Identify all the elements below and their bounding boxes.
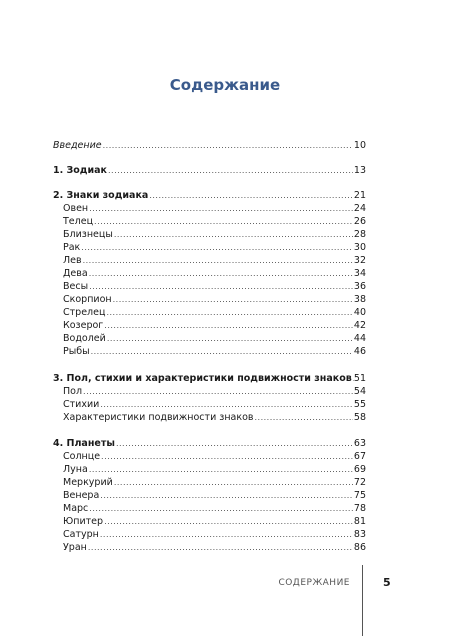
- toc-entry-page: 58: [353, 412, 366, 423]
- dot-leader: [89, 267, 353, 280]
- toc-chapter-4[interactable]: [53, 437, 366, 450]
- toc-entry[interactable]: [53, 463, 366, 476]
- toc-entry-page: 44: [353, 333, 366, 344]
- toc-entry-label: Рыбы: [63, 346, 90, 357]
- toc-chapter-3[interactable]: [53, 372, 366, 385]
- toc-entry[interactable]: [53, 280, 366, 293]
- dot-leader: [89, 202, 353, 215]
- dot-leader: [89, 502, 353, 515]
- toc-chapter-page: 13: [353, 165, 366, 176]
- toc-entry-page: 32: [353, 255, 366, 266]
- toc-entry-label: Скорпион: [63, 294, 112, 305]
- toc-entry-page: 54: [353, 386, 366, 397]
- dot-leader: [107, 332, 353, 345]
- toc-chapter-label: 2. Знаки зодиака: [53, 190, 149, 201]
- toc-entry-label: Стрелец: [63, 307, 106, 318]
- toc-chapter-page: 21: [353, 190, 366, 201]
- toc-entry[interactable]: [53, 319, 366, 332]
- toc-entry-page: 36: [353, 281, 366, 292]
- dot-leader: [89, 280, 353, 293]
- dot-leader: [255, 411, 353, 424]
- dot-leader: [149, 189, 353, 202]
- toc-entry[interactable]: [53, 306, 366, 319]
- dot-leader: [114, 228, 353, 241]
- dot-leader: [81, 241, 353, 254]
- toc-chapter-label: 1. Зодиак: [53, 165, 107, 176]
- toc-entry-label: Овен: [63, 203, 89, 214]
- toc-entry-page: 83: [353, 529, 366, 540]
- toc-entry[interactable]: [53, 476, 366, 489]
- toc-entry-page: 81: [353, 516, 366, 527]
- toc-entry-label: Водолей: [63, 333, 106, 344]
- toc-entry-label: Козерог: [63, 320, 104, 331]
- toc-entry-page: 67: [353, 451, 366, 462]
- dot-leader: [89, 463, 353, 476]
- dot-leader: [100, 528, 353, 541]
- toc-chapter-page: 51: [353, 373, 366, 384]
- toc-chapter-1[interactable]: [53, 164, 366, 177]
- toc-entry-label: Меркурий: [63, 477, 113, 488]
- toc-entry-label: Венера: [63, 490, 100, 501]
- toc-chapter-2[interactable]: [53, 189, 366, 202]
- toc-entry-label: Сатурн: [63, 529, 99, 540]
- toc-entry-label: Характеристики подвижности знаков: [63, 412, 254, 423]
- toc-chapter-page: 63: [353, 438, 366, 449]
- toc-entry[interactable]: [53, 411, 366, 424]
- dot-leader: [101, 450, 353, 463]
- dot-leader: [91, 345, 353, 358]
- toc-entry[interactable]: [53, 345, 366, 358]
- running-footer-section: СОДЕРЖАНИЕ: [278, 578, 350, 588]
- toc-entry[interactable]: [53, 450, 366, 463]
- toc-entry[interactable]: [53, 528, 366, 541]
- toc-chapter-label: 3. Пол, стихии и характеристики подвижности знаков: [53, 373, 352, 384]
- toc-entry-page: 40: [353, 307, 366, 318]
- toc-entry[interactable]: [53, 254, 366, 267]
- toc-entry-label: Телец: [63, 216, 94, 227]
- toc-entry-label: Пол: [63, 386, 83, 397]
- toc-entry-page: 28: [353, 229, 366, 240]
- toc-entry[interactable]: [53, 332, 366, 345]
- toc-entry-label: Рак: [63, 242, 81, 253]
- toc-entry-label: Марс: [63, 503, 89, 514]
- dot-leader: [100, 489, 353, 502]
- dot-leader: [88, 541, 353, 554]
- toc-entry-label: Близнецы: [63, 229, 113, 240]
- toc-entry[interactable]: [53, 398, 366, 411]
- dot-leader: [83, 385, 353, 398]
- dot-leader: [108, 164, 353, 177]
- toc-entry-page: 24: [353, 203, 366, 214]
- toc-entry[interactable]: [53, 293, 366, 306]
- dot-leader: [116, 437, 353, 450]
- page-title: Содержание: [169, 76, 281, 94]
- table-of-contents: [53, 139, 366, 554]
- toc-entry[interactable]: [53, 215, 366, 228]
- toc-entry-label: Солнце: [63, 451, 101, 462]
- toc-entry-label: Луна: [63, 464, 88, 475]
- toc-entry-label: Стихии: [63, 399, 100, 410]
- toc-entry[interactable]: [53, 502, 366, 515]
- toc-entry[interactable]: [53, 228, 366, 241]
- toc-entry-page: 75: [353, 490, 366, 501]
- dot-leader: [83, 254, 353, 267]
- toc-entry-page: 10: [353, 140, 366, 151]
- toc-entry-page: 86: [353, 542, 366, 553]
- toc-entry[interactable]: [53, 541, 366, 554]
- toc-entry-label: Дева: [63, 268, 88, 279]
- page-number: 5: [383, 576, 391, 589]
- toc-entry-page: 69: [353, 464, 366, 475]
- toc-entry[interactable]: [53, 202, 366, 215]
- dot-leader: [104, 515, 353, 528]
- toc-chapter-label: 4. Планеты: [53, 438, 115, 449]
- dot-leader: [104, 319, 353, 332]
- dot-leader: [113, 293, 353, 306]
- toc-entry-page: 34: [353, 268, 366, 279]
- dot-leader: [103, 139, 353, 152]
- dot-leader: [114, 476, 353, 489]
- toc-entry[interactable]: [53, 267, 366, 280]
- dot-leader: [94, 215, 353, 228]
- toc-entry-page: 42: [353, 320, 366, 331]
- toc-entry[interactable]: [53, 385, 366, 398]
- dot-leader: [100, 398, 353, 411]
- toc-entry-label: Весы: [63, 281, 89, 292]
- toc-entry-page: 72: [353, 477, 366, 488]
- toc-entry-page: 55: [353, 399, 366, 410]
- toc-entry-page: 78: [353, 503, 366, 514]
- toc-entry-intro[interactable]: [53, 139, 366, 152]
- toc-entry-label: Лев: [63, 255, 82, 266]
- toc-entry-label: Юпитер: [63, 516, 104, 527]
- dot-leader: [106, 306, 352, 319]
- toc-entry-label: Уран: [63, 542, 87, 553]
- toc-entry-page: 38: [353, 294, 366, 305]
- toc-entry-page: 26: [353, 216, 366, 227]
- footer-divider: [362, 565, 363, 636]
- toc-entry-page: 46: [353, 346, 366, 357]
- toc-entry-label: Введение: [53, 140, 102, 151]
- toc-entry[interactable]: [53, 489, 366, 502]
- toc-entry[interactable]: [53, 241, 366, 254]
- toc-entry[interactable]: [53, 515, 366, 528]
- toc-entry-page: 30: [353, 242, 366, 253]
